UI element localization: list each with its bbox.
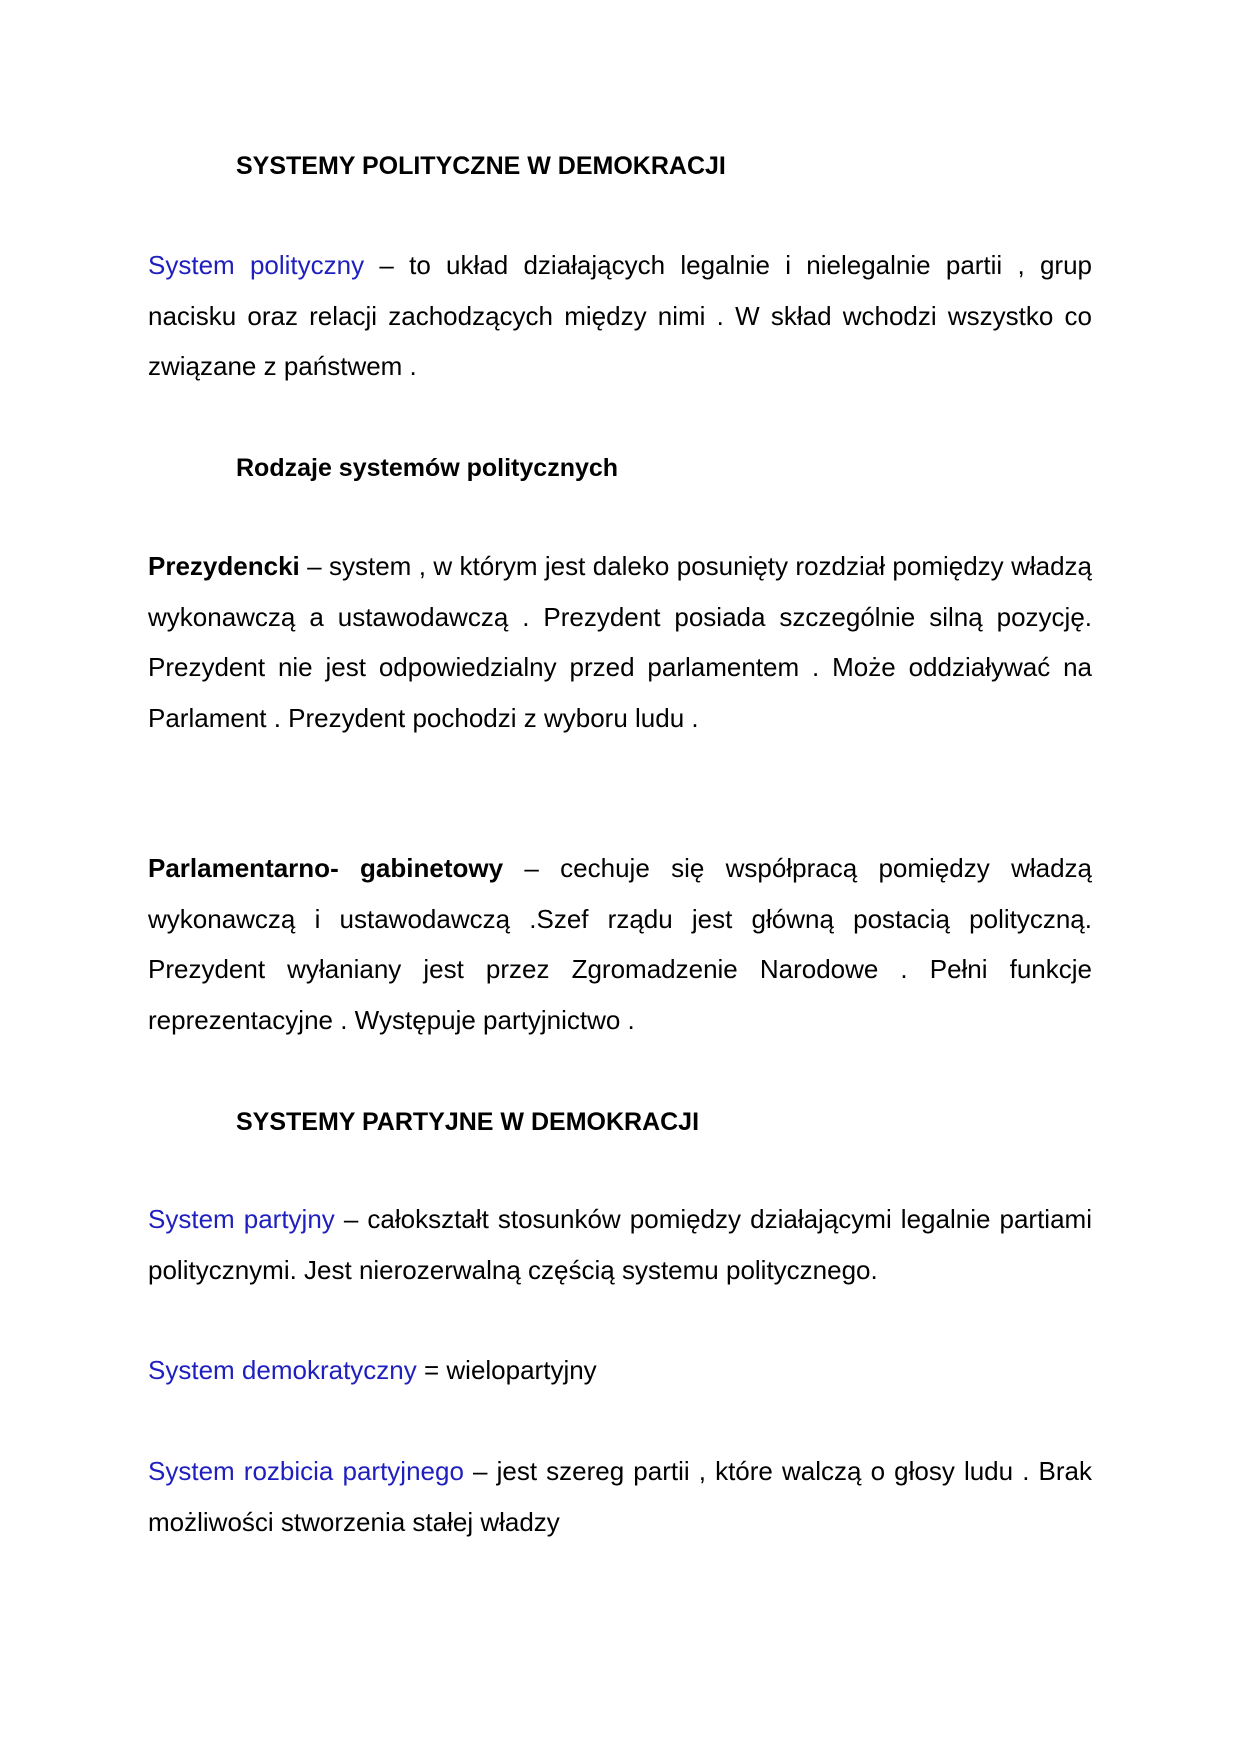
term-presidential: Prezydencki <box>148 551 300 581</box>
definition-party-system: – całokształt stosunków pomiędzy działającymi legalnie partiami politycznymi. Jest nierozerwalną częścią systemu politycznego. <box>148 1204 1092 1285</box>
paragraph-parliamentary-cabinet <box>148 843 1092 1045</box>
heading-political-systems: SYSTEMY POLITYCZNE W DEMOKRACJI <box>236 152 726 180</box>
definition-parliamentary-cabinet: – cechuje się współpracą pomiędzy władzą wykonawczą i ustawodawczą .Szef rządu jest główną postacią polityczną. Prezydent wyłaniany jest przez Zgromadzenie Narodowe . Pełni funkcje reprezentacyjne . Występuje partyjnictwo . <box>148 853 1092 1035</box>
definition-party-fragmentation: – jest szereg partii , które walczą o głosy ludu . Brak możliwości stworzenia stałej władzy <box>148 1456 1092 1537</box>
definition-democratic-system: wielopartyjny <box>446 1355 597 1385</box>
term-democratic-system: System demokratyczny <box>148 1355 417 1385</box>
paragraph-party-system <box>148 1194 1092 1295</box>
paragraph-democratic-system <box>148 1345 1092 1396</box>
paragraph-political-system <box>148 240 1092 392</box>
heading-party-systems: SYSTEMY PARTYJNE W DEMOKRACJI <box>236 1108 700 1136</box>
term-parliamentary-cabinet: Parlamentarno- gabinetowy <box>148 853 504 883</box>
term-political-system: System polityczny <box>148 250 365 280</box>
definition-presidential: – system , w którym jest daleko posunięty rozdział pomiędzy władzą wykonawczą a ustawodawczą . Prezydent posiada szczególnie silną pozycję. Prezydent nie jest odpowiedzialny przed parlamentem . Może oddziaływać na Parlament . Prezydent pochodzi z wyboru ludu . <box>148 551 1092 733</box>
term-party-fragmentation: System rozbicia partyjnego <box>148 1456 464 1486</box>
paragraph-presidential <box>148 541 1092 743</box>
term-party-system: System partyjny <box>148 1204 335 1234</box>
paragraph-party-fragmentation <box>148 1446 1092 1547</box>
definition-political-system: – to układ działających legalnie i nielegalnie partii , grup nacisku oraz relacji zachodzących między nimi . W skład wchodzi wszystko co związane z państwem . <box>148 250 1092 381</box>
heading-types-of-political-systems: Rodzaje systemów politycznych <box>236 454 619 482</box>
equals-sign: = <box>416 1355 447 1385</box>
